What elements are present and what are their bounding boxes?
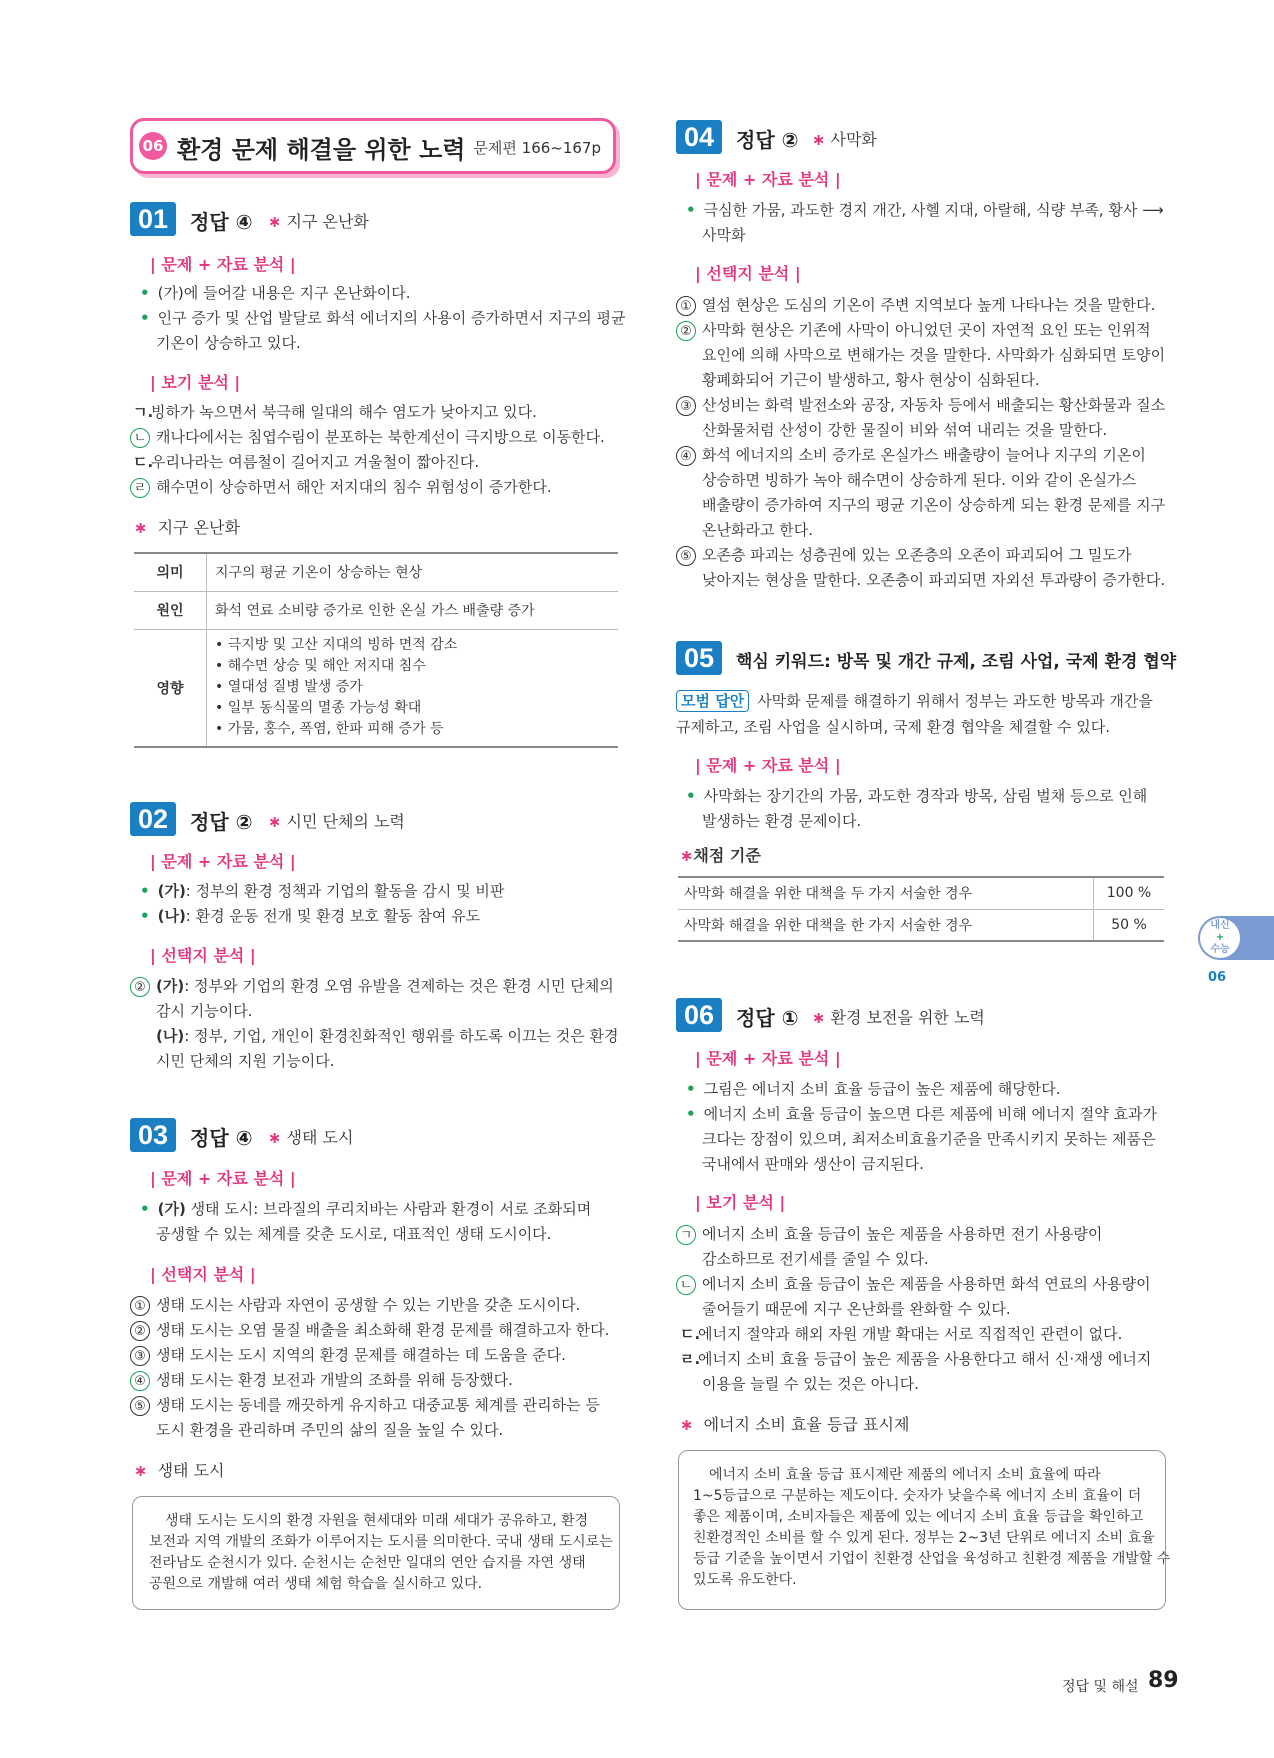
q05-model-answer: 모범 답안 사막화 문제를 해결하기 위해서 정부는 과도한 방목과 개간을: [676, 690, 1153, 712]
chapter-badge: 06: [139, 132, 167, 160]
q04-option-4d: 온난화라고 한다.: [702, 521, 813, 539]
q01-option-3: ㄷ.우리나라는 여름철이 길어지고 겨울철이 짧아진다.: [133, 453, 480, 471]
table-cell: 지구의 평균 기온이 상승하는 현상: [215, 565, 423, 582]
side-tab-number: 06: [1208, 970, 1227, 985]
q06-section-options: | 보기 분석 |: [695, 1193, 786, 1212]
q05-criteria-title: ∗채점 기준: [680, 846, 761, 865]
q03-note-box: 생태 도시는 도시의 환경 자원을 현세대와 미래 세대가 공유하고, 환경 보전과 지역 개발의 조화가 이루어지는 도시를 의미한다. 국내 생태 도시로는 전라남도 순천시가 있다. 순천시는 순천만 일대의 연안 습지를 자연 생태 공원으로 개발해 여러 생태 체험 학습을 실시하고 있다.: [132, 1496, 620, 1610]
q01-keyword: ∗ 지구 온난화: [268, 212, 369, 231]
q05-section-analysis: | 문제 + 자료 분석 |: [695, 756, 841, 775]
table-row: [678, 877, 1164, 909]
q06-bullet-1: • 그림은 에너지 소비 효율 등급이 높은 제품에 해당한다.: [686, 1080, 1061, 1098]
q02-option-1b: 감시 기능이다.: [156, 1002, 253, 1020]
q03-option-5b: 도시 환경을 관리하며 주민의 삶의 질을 높일 수 있다.: [156, 1421, 504, 1439]
q02-answer: 정답 ②: [190, 810, 253, 834]
q03-number: 03: [130, 1118, 176, 1152]
q06-answer: 정답 ①: [736, 1006, 799, 1030]
correct-mark: ②: [676, 321, 696, 341]
q03-note-title: ∗ 생태 도시: [134, 1461, 225, 1480]
q03-bullet-1: • (가) 생태 도시: 브라질의 쿠리치바는 사람과 환경이 서로 조화되며: [140, 1200, 592, 1218]
q06-section-analysis: | 문제 + 자료 분석 |: [695, 1049, 841, 1068]
q05-title: 핵심 키워드: 방목 및 개간 규제, 조림 사업, 국제 환경 협약: [736, 652, 1177, 672]
q05-criteria-table: [678, 876, 1164, 942]
q01-bullet-2: • 인구 증가 및 산업 발달로 화석 에너지의 사용이 증가하면서 지구의 평균: [140, 309, 626, 327]
q01-bullet-1: • (가)에 들어갈 내용은 지구 온난화이다.: [140, 284, 411, 302]
q06-bullet-2c: 국내에서 판매와 생산이 금지된다.: [702, 1155, 924, 1173]
q03-option-1: ① 생태 도시는 사람과 자연이 공생할 수 있는 기반을 갖춘 도시이다.: [130, 1294, 580, 1316]
correct-mark: ㄱ: [676, 1225, 696, 1245]
q05-bullet-1b: 발생하는 환경 문제이다.: [702, 812, 862, 830]
chapter-header: [130, 118, 616, 174]
q02-section-analysis: | 문제 + 자료 분석 |: [150, 852, 296, 871]
correct-mark: ㄴ: [130, 428, 150, 448]
q01-table: [134, 552, 618, 748]
chapter-title: 환경 문제 해결을 위한 노력: [177, 136, 466, 164]
correct-mark: ②: [130, 977, 150, 997]
q02-bullet-2: • (나): 환경 운동 전개 및 환경 보호 활동 참여 유도: [140, 907, 481, 925]
q03-section-options: | 선택지 분석 |: [150, 1265, 256, 1284]
q04-option-1: ① 열섬 현상은 도심의 기온이 주변 지역보다 높게 나타나는 것을 말한다.: [676, 294, 1155, 316]
q01-option-1: ㄱ.빙하가 녹으면서 북극해 일대의 해수 염도가 낮아지고 있다.: [133, 403, 537, 421]
q02-option-2: (나): 정부, 기업, 개인이 환경친화적인 행위를 하도록 이끄는 것은 환경: [156, 1027, 619, 1045]
q01-bullet-2b: 기온이 상승하고 있다.: [156, 334, 301, 352]
q06-option-4: ㄹ.에너지 소비 효율 등급이 높은 제품을 사용한다고 해서 신·재생 에너지: [680, 1350, 1152, 1368]
q04-section-analysis: | 문제 + 자료 분석 |: [695, 170, 841, 189]
q01-option-2: ㄴ 캐나다에서는 침엽수림이 분포하는 북한계선이 극지방으로 이동한다.: [130, 426, 605, 448]
q03-section-analysis: | 문제 + 자료 분석 |: [150, 1169, 296, 1188]
q02-keyword: ∗ 시민 단체의 노력: [268, 812, 405, 831]
table-cell: 화석 연료 소비량 증가로 인한 온실 가스 배출량 증가: [215, 603, 535, 619]
table-header: 영향: [134, 629, 207, 747]
q05-bullet-1: • 사막화는 장기간의 가뭄, 과도한 경작과 방목, 삼림 벌채 등으로 인해: [686, 787, 1148, 805]
table-cell: 사막화 해결을 위한 대책을 한 가지 서술한 경우: [678, 909, 1094, 941]
q02-option-1: ② (가): 정부와 기업의 환경 오염 유발을 견제하는 것은 환경 시민 단체의: [130, 975, 614, 997]
q03-option-3: ③ 생태 도시는 도시 지역의 환경 문제를 해결하는 데 도움을 준다.: [130, 1344, 566, 1366]
q04-number: 04: [676, 120, 722, 154]
table-cell: 50 %: [1111, 916, 1147, 933]
q02-section-options: | 선택지 분석 |: [150, 946, 256, 965]
q01-note-title: ∗ 지구 온난화: [134, 518, 240, 537]
q04-option-3b: 산화물처럼 산성이 강한 물질이 비와 섞여 내리는 것을 말한다.: [702, 421, 1108, 439]
q06-note-title: ∗ 에너지 소비 효율 등급 표시제: [680, 1415, 910, 1434]
q04-keyword: ∗ 사막화: [812, 130, 877, 149]
table-row: [678, 909, 1164, 941]
q03-option-2: ② 생태 도시는 오염 물질 배출을 최소화해 환경 문제를 해결하고자 한다.: [130, 1319, 609, 1341]
q01-section-options: | 보기 분석 |: [150, 373, 241, 392]
q06-option-4b: 이용을 늘릴 수 있는 것은 아니다.: [702, 1375, 919, 1393]
q04-option-5: ⑤ 오존층 파괴는 성층권에 있는 오존층의 오존이 파괴되어 그 밀도가: [676, 544, 1131, 566]
q03-option-5: ⑤ 생태 도시는 동네를 깨끗하게 유지하고 대중교통 체계를 관리하는 등: [130, 1394, 600, 1416]
q04-option-4b: 상승하면 빙하가 녹아 해수면이 상승하게 된다. 이와 같이 온실가스: [702, 471, 1137, 489]
q02-bullet-1: • (가): 정부의 환경 정책과 기업의 활동을 감시 및 비판: [140, 882, 505, 900]
q04-section-options: | 선택지 분석 |: [695, 264, 801, 283]
q04-bullet-1b: 사막화: [702, 226, 746, 244]
correct-mark: ④: [130, 1371, 150, 1391]
q03-option-4: ④ 생태 도시는 환경 보전과 개발의 조화를 위해 등장했다.: [130, 1369, 513, 1391]
q05-model-answer-b: 규제하고, 조림 사업을 실시하며, 국제 환경 협약을 체결할 수 있다.: [676, 718, 1110, 736]
correct-mark: ㄴ: [676, 1275, 696, 1295]
table-cell: 사막화 해결을 위한 대책을 두 가지 서술한 경우: [678, 877, 1094, 909]
q03-keyword: ∗ 생태 도시: [268, 1128, 354, 1147]
q04-option-2b: 요인에 의해 사막으로 변해가는 것을 말한다. 사막화가 심화되면 토양이: [702, 346, 1166, 364]
q06-option-2: ㄴ 에너지 소비 효율 등급이 높은 제품을 사용하면 화석 연료의 사용량이: [676, 1273, 1151, 1295]
q06-option-2b: 줄어들기 때문에 지구 온난화를 완화할 수 있다.: [702, 1300, 1011, 1318]
q06-option-3: ㄷ.에너지 절약과 해외 자원 개발 확대는 서로 직접적인 관련이 없다.: [680, 1325, 1123, 1343]
q06-option-1: ㄱ 에너지 소비 효율 등급이 높은 제품을 사용하면 전기 사용량이: [676, 1223, 1102, 1245]
q06-option-1b: 감소하므로 전기세를 줄일 수 있다.: [702, 1250, 929, 1268]
q04-option-3: ③ 산성비는 화력 발전소와 공장, 자동차 등에서 배출되는 황산화물과 질소: [676, 394, 1165, 416]
table-header: 의미: [134, 553, 207, 591]
q05-number: 05: [676, 641, 722, 675]
q06-bullet-2b: 크다는 장점이 있으며, 최저소비효율기준을 만족시키지 못하는 제품은: [702, 1130, 1156, 1148]
q04-option-4c: 배출량이 증가하여 지구의 평균 기온이 상승하게 되는 환경 문제를 지구: [702, 496, 1166, 514]
side-tab[interactable]: [1198, 916, 1274, 960]
table-header: 원인: [134, 591, 207, 629]
q02-option-2b: 시민 단체의 지원 기능이다.: [156, 1052, 335, 1070]
q03-bullet-1b: 공생할 수 있는 체계를 갖춘 도시로, 대표적인 생태 도시이다.: [156, 1225, 552, 1243]
q06-bullet-2: • 에너지 소비 효율 등급이 높으면 다른 제품에 비해 에너지 절약 효과가: [686, 1105, 1157, 1123]
q01-section-analysis: | 문제 + 자료 분석 |: [150, 255, 296, 274]
q02-number: 02: [130, 802, 176, 836]
table-cell: • 극지방 및 고산 지대의 빙하 면적 감소 • 해수면 상승 및 해안 저지대 침수 • 열대성 질병 발생 증가 • 일부 동식물의 멸종 가능성 확대 • 가뭄, 홍수, 폭염, 한파 피해 증가 등: [215, 637, 458, 738]
q04-option-2: ② 사막화 현상은 기존에 사막이 아니었던 곳이 자연적 요인 또는 인위적: [676, 319, 1151, 341]
q01-answer: 정답 ④: [190, 210, 253, 234]
table-cell: 100 %: [1106, 885, 1152, 902]
q04-option-2c: 황폐화되어 기근이 발생하고, 황사 현상이 심화된다.: [702, 371, 1040, 389]
q04-option-5b: 낮아지는 현상을 말한다. 오존층이 파괴되면 자외선 투과량이 증가한다.: [702, 571, 1166, 589]
footer-label: 정답 및 해설: [1062, 1679, 1139, 1695]
q01-number: 01: [130, 202, 176, 236]
q04-bullet-1: • 극심한 가뭄, 과도한 경지 개간, 사헬 지대, 아랄해, 식량 부족, 황사 ⟶: [686, 201, 1164, 219]
q06-note-box: 에너지 소비 효율 등급 표시제란 제품의 에너지 소비 효율에 따라 1~5등급으로 구분하는 제도이다. 숫자가 낮을수록 에너지 소비 효율이 더 좋은 제품이며, 소비자들은 제품에 있는 에너지 소비 효율 등급을 확인하고 친환경적인 소비를 할 수 있게 된다. 정부는 2~3년 단위로 에너지 소비 효율 등급 기준을 높이면서 기업이 친환경 산업을 육성하고 친환경 제품을 개발할 수 있도록 유도한다.: [678, 1450, 1166, 1610]
model-answer-label: 모범 답안: [676, 690, 749, 712]
page-number: 89: [1148, 1668, 1179, 1693]
q04-answer: 정답 ②: [736, 128, 799, 152]
q03-answer: 정답 ④: [190, 1126, 253, 1150]
q01-option-4: ㄹ 해수면이 상승하면서 해안 저지대의 침수 위험성이 증가한다.: [130, 476, 552, 498]
q04-option-4: ④ 화석 에너지의 소비 증가로 온실가스 배출량이 늘어나 지구의 기온이: [676, 444, 1146, 466]
correct-mark: ㄹ: [130, 478, 150, 498]
q01-keyword-text: 지구 온난화: [286, 212, 369, 231]
q06-number: 06: [676, 998, 722, 1032]
chapter-ref: 문제편 166~167p: [473, 139, 601, 157]
side-tab-logo: 내신 + 수능: [1200, 918, 1240, 958]
q06-keyword: ∗ 환경 보전을 위한 노력: [812, 1008, 985, 1027]
